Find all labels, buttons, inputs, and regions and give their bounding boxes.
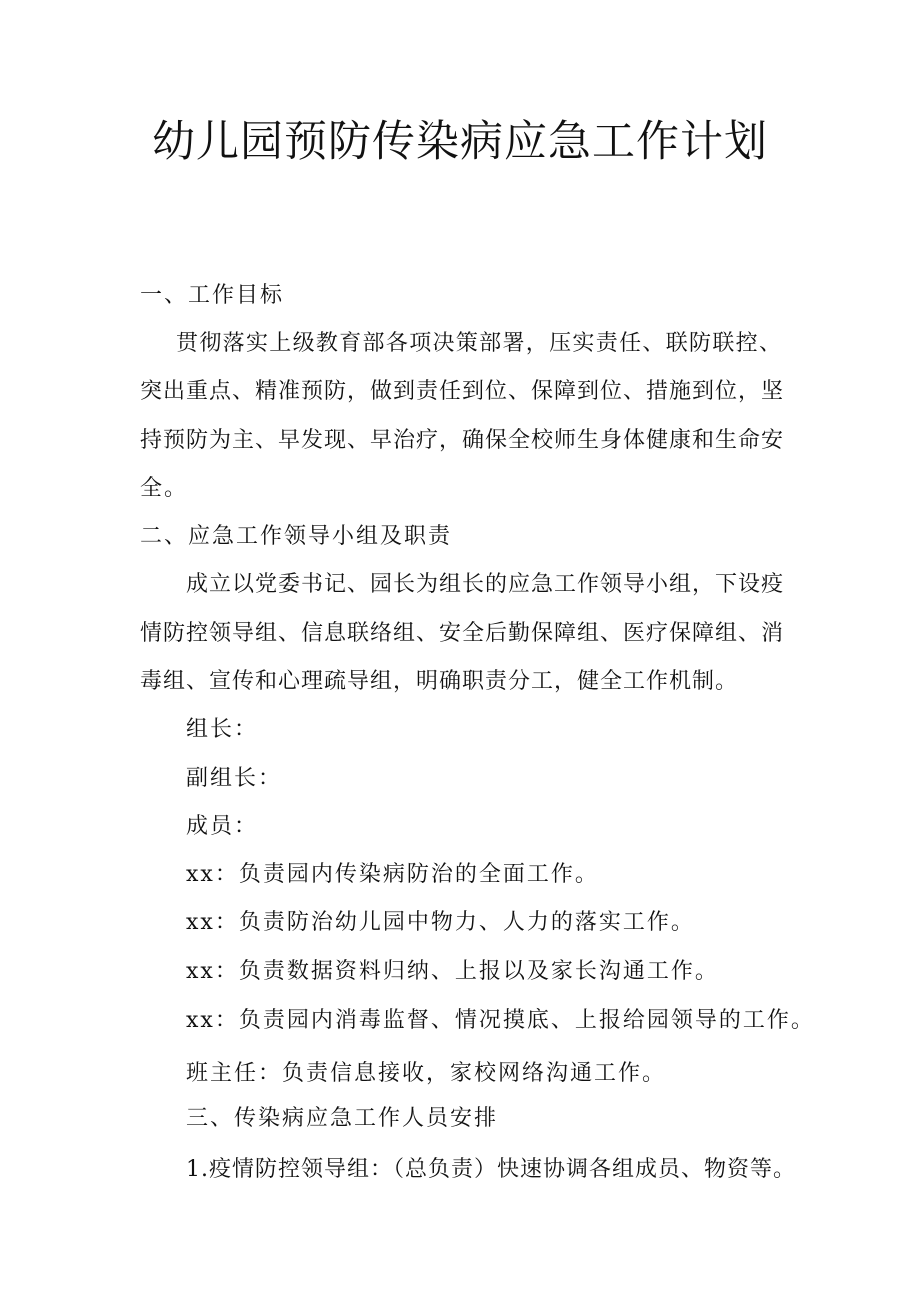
duty-item: xx：负责园内传染病防治的全面工作。 — [186, 862, 599, 887]
page-title: 幼儿园预防传染病应急工作计划 — [152, 117, 768, 167]
paragraph-line: 持预防为主、早发现、早治疗，确保全校师生身体健康和生命安 — [140, 428, 785, 453]
section-heading-leadership: 二、应急工作领导小组及职责 — [140, 524, 453, 549]
paragraph-line: 毒组、宣传和心理疏导组，明确职责分工，健全工作机制。 — [140, 669, 739, 694]
role-members: 成员： — [186, 814, 259, 839]
paragraph-line: 成立以党委书记、园长为组长的应急工作领导小组，下设疫 — [186, 572, 785, 597]
role-deputy-leader: 副组长： — [186, 766, 283, 791]
duty-item: 班主任：负责信息接收，家校网络沟通工作。 — [186, 1061, 667, 1086]
duty-item: xx：负责园内消毒监督、情况摸底、上报给园领导的工作。 — [186, 1008, 815, 1033]
role-leader: 组长： — [186, 717, 259, 742]
staffing-item: 1.疫情防控领导组：（总负责）快速协调各组成员、物资等。 — [186, 1157, 796, 1182]
duty-item: xx：负责数据资料归纳、上报以及家长沟通工作。 — [186, 959, 719, 984]
section-heading-goals: 一、工作目标 — [140, 283, 285, 308]
duty-item: xx：负责防治幼儿园中物力、人力的落实工作。 — [186, 910, 695, 935]
paragraph-line: 贯彻落实上级教育部各项决策部署，压实责任、联防联控、 — [176, 331, 782, 356]
paragraph-line: 全。 — [140, 476, 189, 501]
section-heading-staffing: 三、传染病应急工作人员安排 — [186, 1106, 499, 1131]
paragraph-line: 突出重点、精准预防，做到责任到位、保障到位、措施到位，坚 — [140, 379, 785, 404]
paragraph-line: 情防控领导组、信息联络组、安全后勤保障组、医疗保障组、消 — [140, 621, 785, 646]
